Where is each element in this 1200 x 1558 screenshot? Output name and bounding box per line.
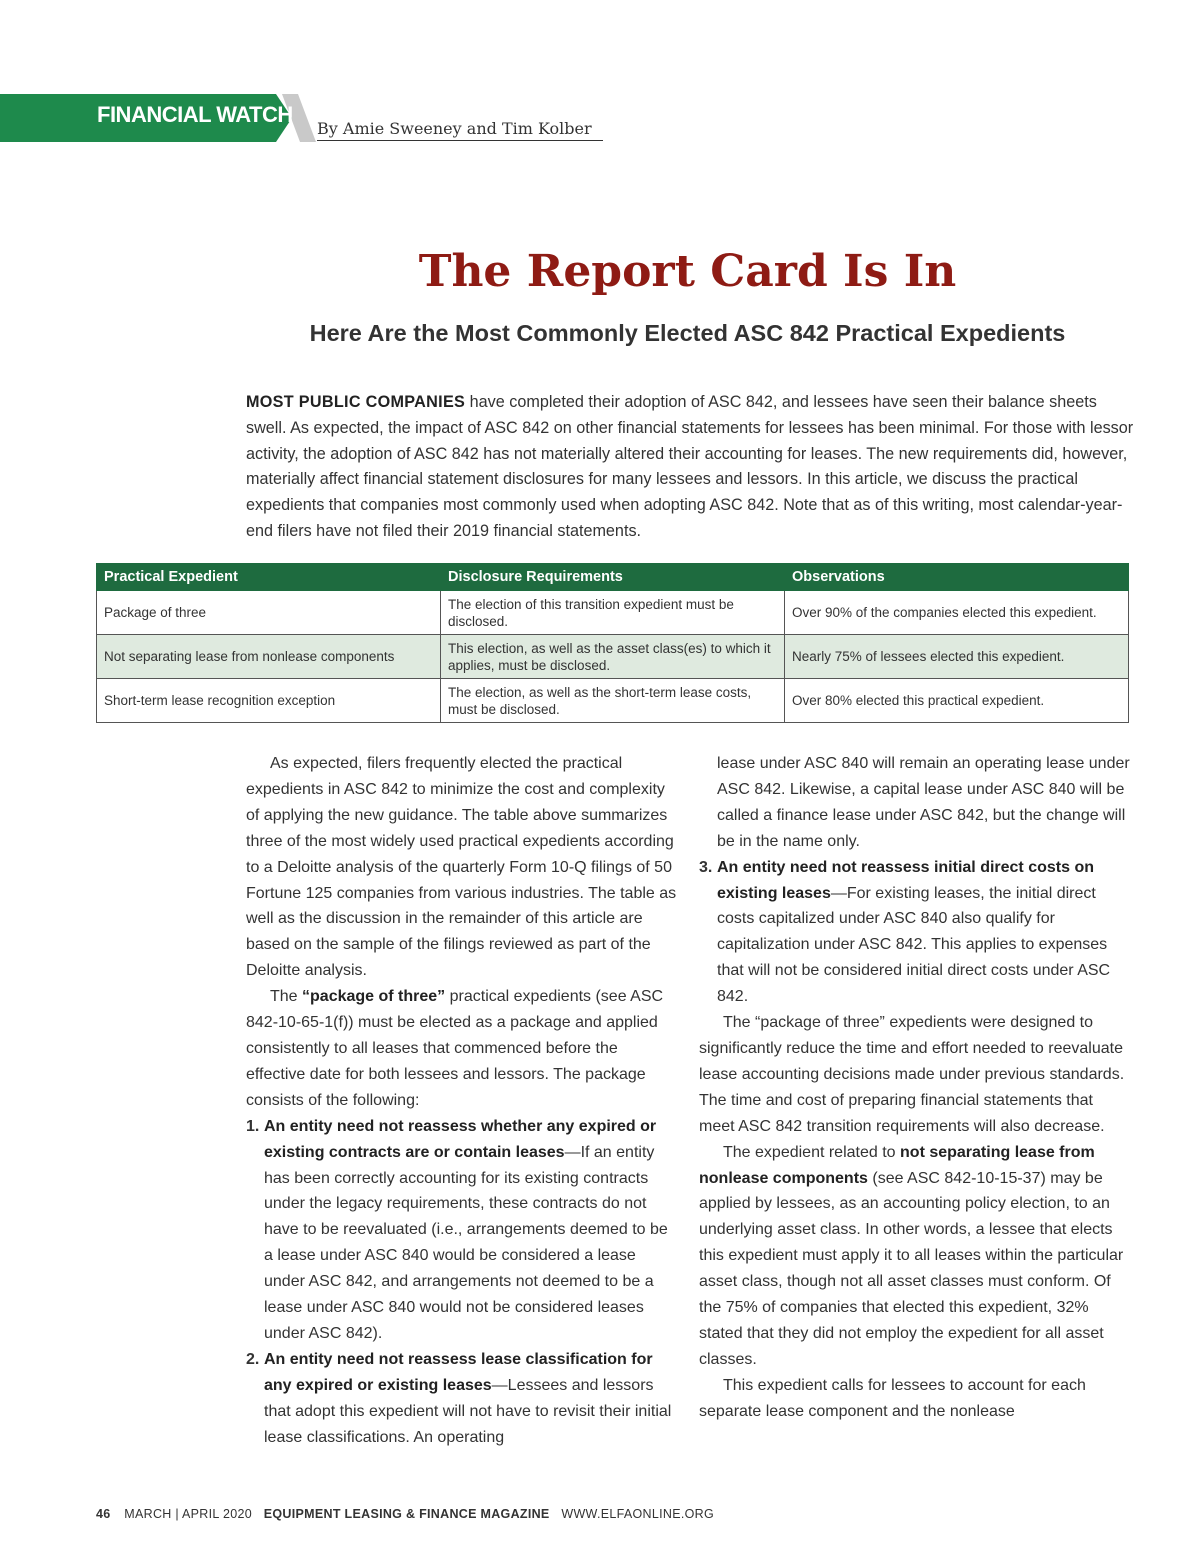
issue-date: MARCH | APRIL 2020 — [124, 1507, 252, 1521]
list-item — [246, 1347, 678, 1451]
list-item — [699, 855, 1131, 1010]
list-item-continuation: lease under ASC 840 will remain an operating lease under ASC 842. Likewise, a capital lease under ASC 840 will be called a finance lease under ASC 842, but the change will be in the name only. — [717, 755, 1130, 850]
body-paragraph — [246, 984, 678, 1114]
table-cell: Over 80% elected this practical expedient. — [785, 679, 1129, 723]
intro-paragraph — [246, 390, 1136, 545]
bold-term: “package of three” — [302, 988, 446, 1006]
header-disclosure-requirements: Disclosure Requirements — [441, 564, 785, 591]
page-footer — [96, 1507, 714, 1521]
text-run: The — [270, 988, 303, 1006]
bold-term: An entity need not reassess lease classification for any expired or existing leases — [264, 1350, 653, 1394]
body-paragraph: The “package of three” expedients were designed to significantly reduce the time and effort needed to reevaluate lease accounting decisions made under previous standards. The time and cost of preparing financial statements that meet ASC 842 transition requirements will also decrease. — [699, 1014, 1125, 1135]
table-row — [97, 591, 1129, 635]
text-run: practical expedients (see ASC 842-10-65-1(f)) must be elected as a package and applied consistently to all leases that commenced before the effective date for both lessees and lessors. The package consists of the following: — [246, 988, 664, 1109]
table-cell: Not separating lease from nonlease components — [97, 635, 441, 679]
body-column-left — [246, 751, 678, 1450]
intro-text: have completed their adoption of ASC 842, and lessees have seen their balance sheets swell. As expected, the impact of ASC 842 on other financial statements for lessees has been minimal. For those with lessor activity, the adoption of ASC 842 has not materially altered their accounting for leases. The new requirements did, however, materially affect financial statement disclosures for many lessees and lessors. In this article, we discuss the practical expedients that companies most commonly used when adopting ASC 842. Note that as of this writing, most calendar-year-end filers have not filed their 2019 financial statements. — [246, 393, 1134, 540]
header-observations: Observations — [785, 564, 1129, 591]
text-run: —For existing leases, the initial direct costs capitalized under ASC 840 also qualify for capitalization under ASC 842. This applies to expenses that will not be considered initial direct costs under ASC 842. — [717, 884, 1111, 1006]
body-column-right — [699, 751, 1131, 1425]
table-row — [97, 635, 1129, 679]
body-paragraph — [699, 1140, 1131, 1373]
body-paragraph: This expedient calls for lessees to account for each separate lease component and the nonlease — [699, 1376, 1086, 1420]
table-cell: Nearly 75% of lessees elected this expedient. — [785, 635, 1129, 679]
text-run: The expedient related to — [723, 1143, 901, 1161]
list-number: 3. — [699, 858, 713, 876]
body-paragraph: As expected, filers frequently elected the practical expedients in ASC 842 to minimize the cost and complexity of applying the new guidance. The table above summarizes three of the most widely used practical expedients according to a Deloitte analysis of the quarterly Form 10-Q filings of 50 Fortune 125 companies from various industries. The table as well as the discussion in the remainder of this article are based on the sample of the filings reviewed as part of the Deloitte analysis. — [246, 755, 677, 980]
article-title: The Report Card Is In — [418, 246, 957, 297]
table-header-row — [97, 564, 1129, 591]
magazine-name: EQUIPMENT LEASING & FINANCE MAGAZINE — [263, 1507, 550, 1521]
bold-term: An entity need not reassess initial direct costs on existing leases — [717, 858, 1094, 902]
table-cell: Package of three — [97, 591, 441, 635]
header-practical-expedient: Practical Expedient — [97, 564, 441, 591]
expedient-list — [246, 1114, 678, 1451]
page-number: 46 — [96, 1507, 111, 1521]
bold-term: not separating lease from nonlease components — [699, 1143, 1095, 1187]
bold-term: An entity need not reassess whether any expired or existing contracts are or contain leases — [264, 1117, 657, 1161]
list-number: 1. — [246, 1117, 260, 1135]
intro-lead: MOST PUBLIC COMPANIES — [246, 393, 466, 411]
expedients-table — [96, 563, 1129, 723]
table-cell: The election of this transition expedient must be disclosed. — [441, 591, 785, 635]
table-cell: Over 90% of the companies elected this expedient. — [785, 591, 1129, 635]
list-number: 2. — [246, 1350, 260, 1368]
table-cell: This election, as well as the asset class(es) to which it applies, must be disclosed. — [441, 635, 785, 679]
text-run: —If an entity has been correctly accounting for its existing contracts under the legacy requirements, these contracts do not have to be reevaluated (i.e., arrangements deemed to be a lease under ASC 840 would be considered a lease under ASC 842, and arrangements not deemed to be a lease under ASC 840 would not be considered leases under ASC 842). — [264, 1143, 668, 1342]
byline: By Amie Sweeney and Tim Kolber — [317, 119, 603, 141]
table-cell: Short-term lease recognition exception — [97, 679, 441, 723]
expedient-list — [699, 855, 1131, 1010]
list-item — [246, 1114, 678, 1347]
text-run: (see ASC 842-10-15-37) may be applied by lessees, as an accounting policy election, to an underlying asset class. In other words, a lessee that elects this expedient must apply it to all leases within the particular asset class, though not all asset classes must conform. Of the 75% of companies that elected this expedient, 32% stated that they did not employ the expedient for all asset classes. — [699, 1169, 1124, 1368]
article-subtitle: Here Are the Most Commonly Elected ASC 842 Practical Expedients — [309, 320, 1066, 346]
section-label: FINANCIAL WATCH — [97, 102, 293, 127]
table-row — [97, 679, 1129, 723]
table-cell: The election, as well as the short-term lease costs, must be disclosed. — [441, 679, 785, 723]
website-url: WWW.ELFAONLINE.ORG — [561, 1507, 714, 1521]
text-run: —Lessees and lessors that adopt this expedient will not have to revisit their initial lease classifications. An operating — [264, 1376, 672, 1446]
